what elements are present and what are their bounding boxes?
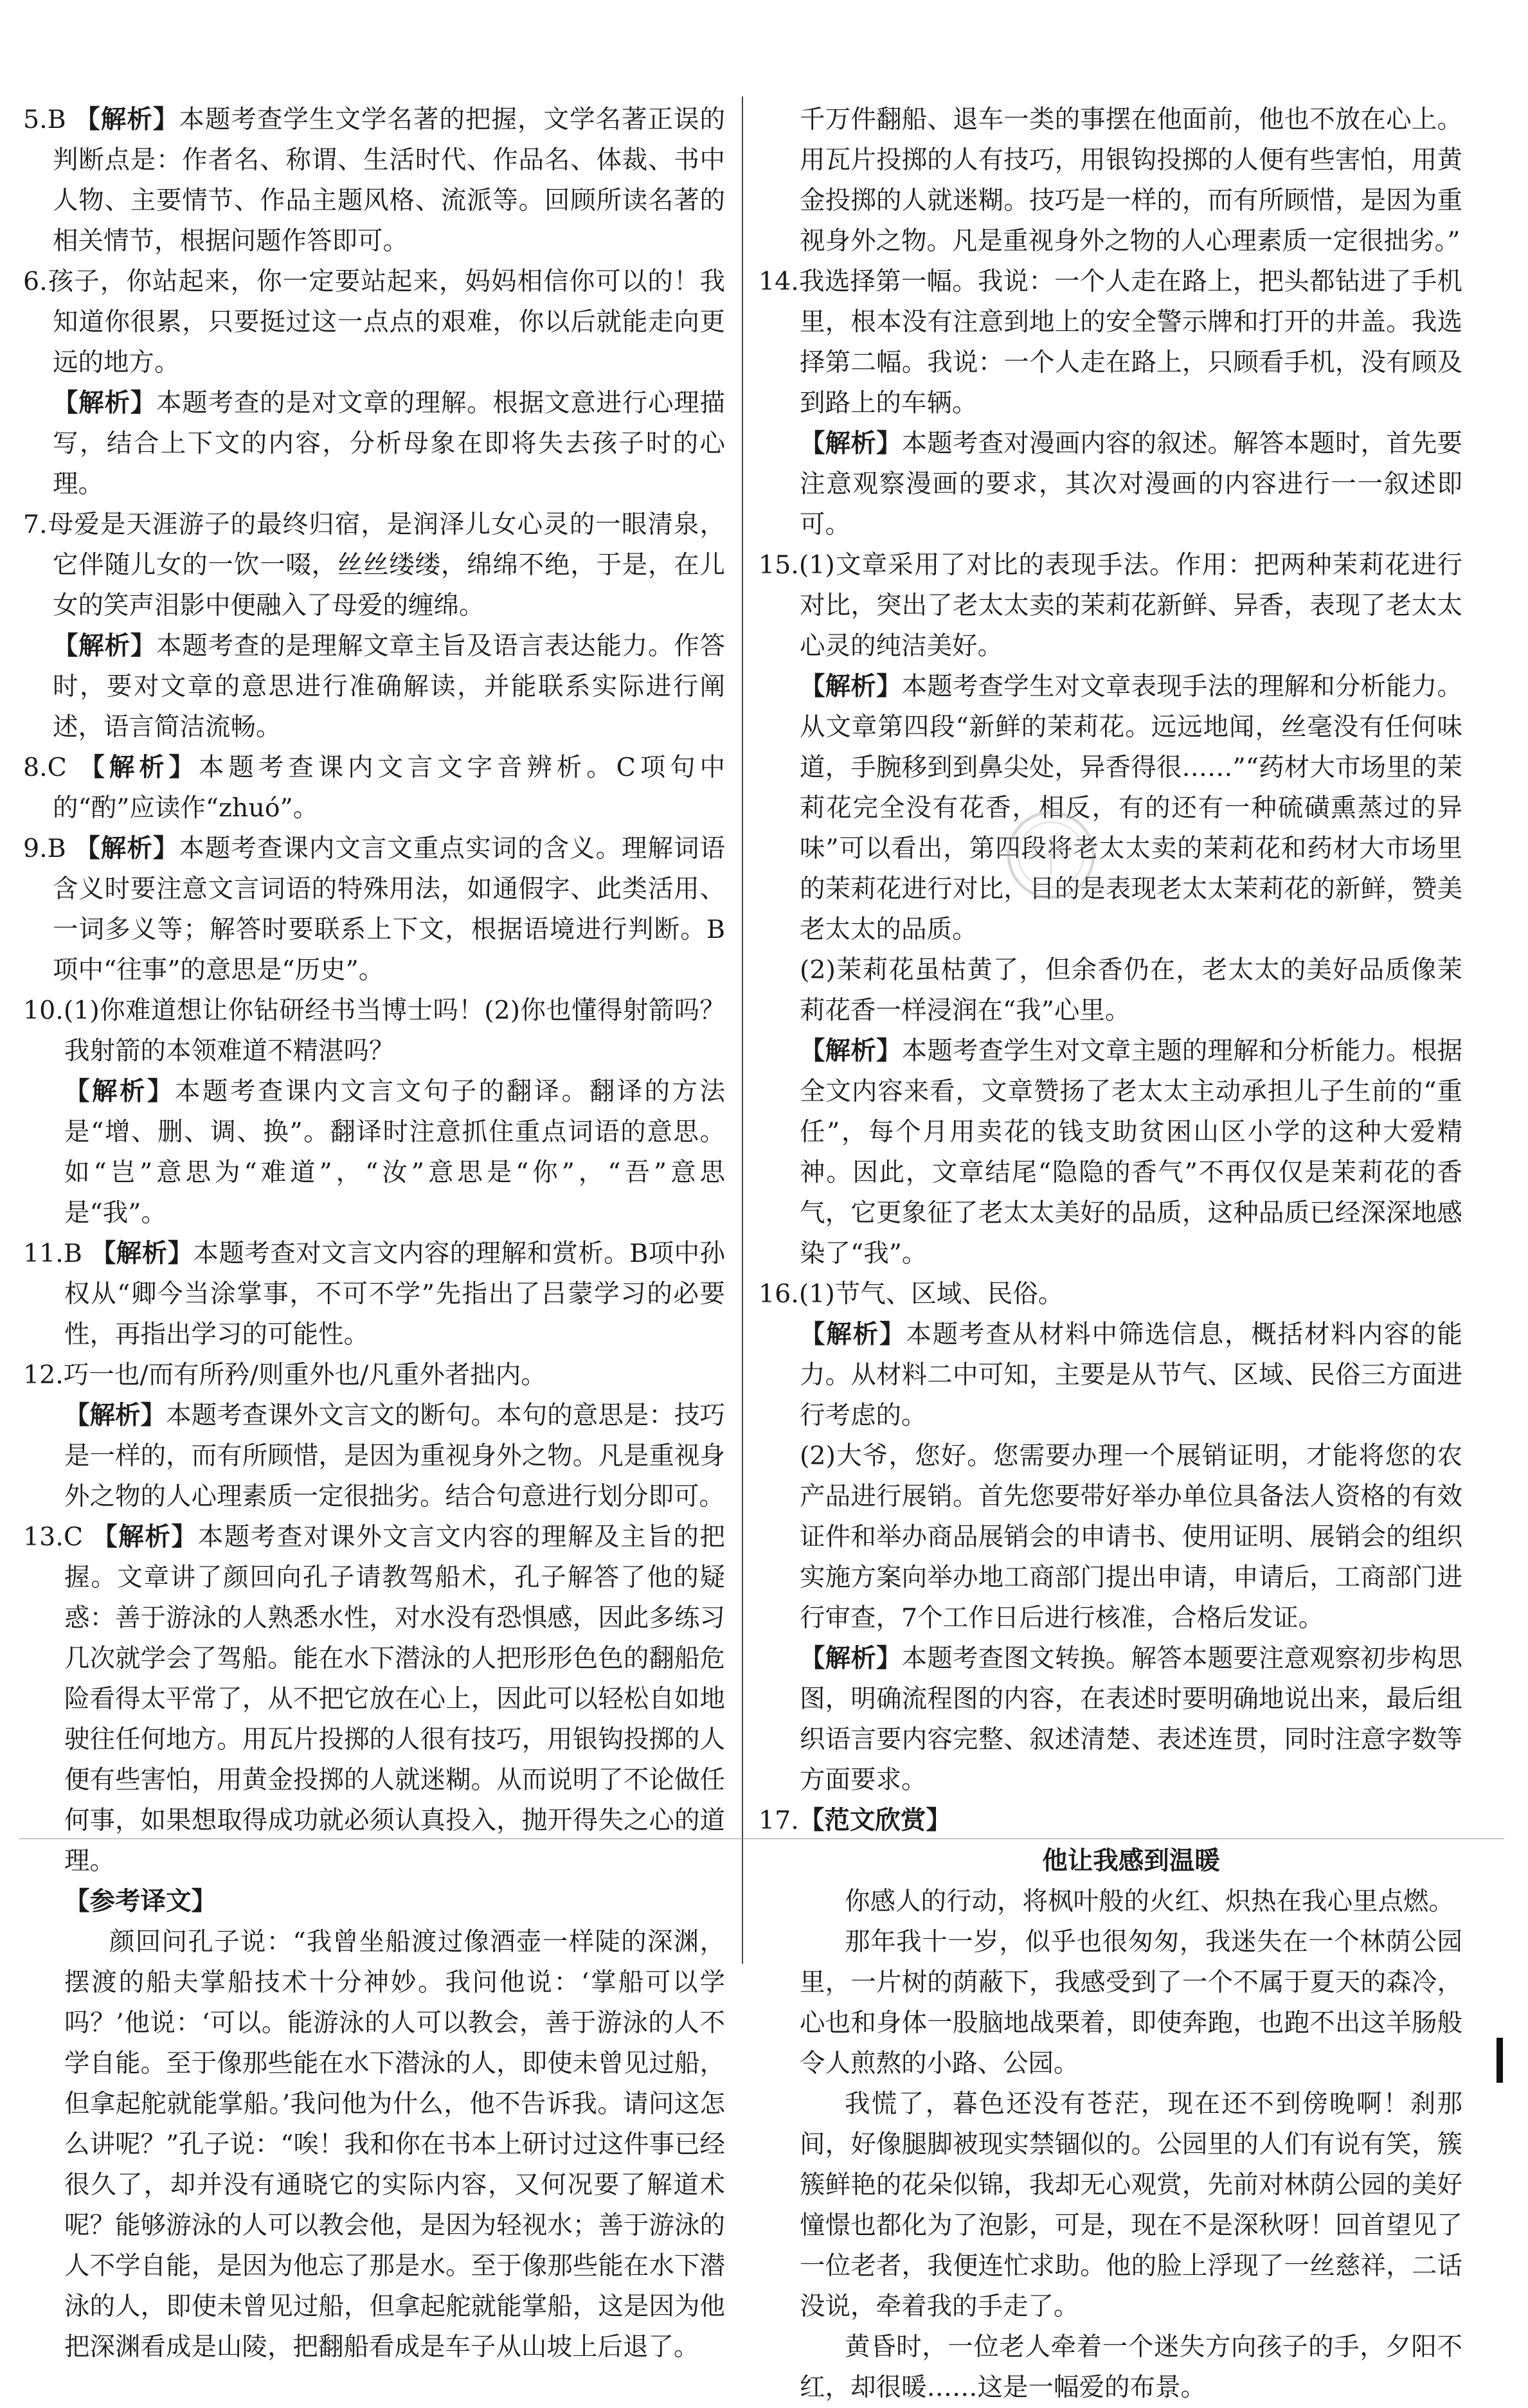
essay-paragraph: 你感人的行动，将枫叶般的火红、炽热在我心里点燃。 — [845, 1887, 1454, 1916]
column-divider — [742, 96, 743, 1964]
translation-q13: 颜回问孔子说：“我曾坐船渡过像酒壶一样陡的深渊，摆渡的船夫掌船技术十分神妙。我问他说：‘掌船可以学吗？’他说：‘可以。能游泳的人可以教会，善于游泳的人不学自能。至于像那些能在水下潜泳的人，即使未曾见过船，但拿起舵就能掌船。’我问他为什么，他不告诉我。请问这怎么讲呢？”孔子说：“唉！我和你在书本上研讨过这件事已经很久了，却并没有通晓它的实际内容，又何况要了解道术呢？能够游泳的人可以教会他，是因为轻视水；善于游泳的人不学自能，是因为他忘了那是水。至于像那些能在水下潜泳的人，即使未曾见过船，但拿起舵就能掌船，这是因为他把深渊看成是山陵，把翻船看成是车子从山坡上后退了。 — [64, 1927, 725, 2362]
answer-q16-1: 16.(1)节气、区域、民俗。 — [759, 1279, 1064, 1309]
edge-mark — [1497, 2038, 1503, 2083]
answer-q6: 6.孩子，你站起来，你一定要站起来，妈妈相信你可以的！我知道你很累，只要挺过这一点点的艰难，你以后就能走向更远的地方。 — [23, 267, 725, 377]
analysis-q16-1: 【解析】本题考查从材料中筛选信息，概括材料内容的能力。从材料二中可知，主要是从节气、区域、民俗三方面进行考虑的。 — [800, 1320, 1462, 1430]
essay-paragraph: 我慌了，暮色还没有苍茫，现在还不到傍晚啊！刹那间，好像腿脚被现实禁锢似的。公园里的人们有说有笑，簇簇鲜艳的花朵似锦，我却无心观赏，先前对林荫公园的美好憧憬也都化为了泡影，可是，现在不是深秋呀！回首望见了一位老者，我便连忙求助。他的脸上浮现了一丝慈祥，二话没说，牵着我的手走了。 — [800, 2089, 1462, 2321]
answer-q16-2: (2)大爷，您好。您需要办理一个展销证明，才能将您的农产品进行展销。首先您要带好举办单位具备法人资格的有效证件和举办商品展销会的申请书、使用证明、展销会的组织实施方案向举办地工商部门提出申请，申请后，工商部门进行审查，7个工作日后进行核准，合格后发证。 — [800, 1441, 1462, 1633]
analysis-q16-2: 【解析】本题考查图文转换。解答本题要注意观察初步构思图，明确流程图的内容，在表述时要明确地说出来，最后组织语言要内容完整、叙述清楚、表述连贯，同时注意字数等方面要求。 — [800, 1644, 1463, 1795]
left-column — [23, 100, 725, 2368]
answer-q14: 14.我选择第一幅。我说：一个人走在路上，把头都钻进了手机里，根本没有注意到地上的安全警示牌和打开的井盖。我选择第二幅。我说：一个人走在路上，只顾看手机，没有顾及到路上的车辆。 — [759, 267, 1462, 418]
analysis-q15-1: 【解析】本题考查学生对文章表现手法的理解和分析能力。从文章第四段“新鲜的茉莉花。远远地闻，丝毫没有任何味道，手腕移到到鼻尖处，异香得很……”“药材大市场里的茉莉花完全没有花香，相反，有的还有一种硫磺熏蒸过的异味”可以看出，第四段将老太太卖的茉莉花和药材大市场里的茉莉花进行对比，目的是表现老太太茉莉花的新鲜，赞美老太太的品质。 — [800, 672, 1463, 944]
answer-q9: 9.B 【解析】本题考查课内文言文重点实词的含义。理解词语含义时要注意文言词语的特殊用法，如通假字、此类活用、一词多义等；解答时要联系上下文，根据语境进行判断。B项中“往事”的意思是“历史”。 — [23, 834, 726, 985]
answer-q11: 11.B 【解析】本题考查对文言文内容的理解和赏析。B项中孙权从“卿今当涂掌事，不可不学”先指出了吕蒙学习的必要性，再指出学习的可能性。 — [23, 1239, 725, 1349]
essay-title: 他让我感到温暖 — [1042, 1846, 1220, 1876]
answer-q13: 13.C 【解析】本题考查对课外文言文内容的理解及主旨的把握。文章讲了颜回向孔子请教驾船术，孔子解答了他的疑惑：善于游泳的人熟悉水性，对水没有恐惧感，因此多练习几次就学会了驾船。能在水下潜泳的人把形形色色的翻船危险看得太平常了，从不把它放在心上，因此可以轻松自如地驶往任何地方。用瓦片投掷的人很有技巧，用银钩投掷的人便有些害怕，用黄金投掷的人就迷糊。从而说明了不论做任何事，如果想取得成功就必须认真投入，抛开得失之心的道理。 — [23, 1522, 726, 1876]
essay-paragraph: 那年我十一岁，似乎也很匆匆，我迷失在一个林荫公园里，一片树的荫蔽下，我感受到了一个不属于夏天的森冷，心也和身体一股脑地战栗着，即使奔跑，也跑不出这羊肠般令人煎熬的小路、公园。 — [800, 1927, 1462, 2078]
essay-paragraph: 黄昏时，一位老人牵着一个迷失方向孩子的手，夕阳不红，却很暖……这是一幅爱的布景。 — [800, 2332, 1462, 2402]
analysis-q7: 【解析】本题考查的是理解文章主旨及语言表达能力。作答时，要对文章的意思进行准确解读，并能联系实际进行阐述，语言简洁流畅。 — [53, 631, 726, 742]
answer-q8: 8.C 【解析】本题考查课内文言文字音辨析。C项句中的“酌”应读作“zhuó”。 — [23, 753, 726, 823]
analysis-q12: 【解析】本题考查课外文言文的断句。本句的意思是：技巧是一样的，而有所顾惜，是因为重视身外之物。凡是重视身外之物的人心理素质一定很拙劣。结合句意进行划分即可。 — [64, 1401, 726, 1511]
answer-q15-2: (2)茉莉花虽枯黄了，但余香仍在，老太太的美好品质像茉莉花香一样浸润在“我”心里。 — [800, 955, 1462, 1025]
analysis-q10: 【解析】本题考查课内文言文句子的翻译。翻译的方法是“增、删、调、换”。翻译时注意抓住重点词语的意思。如“岂”意思为“难道”，“汝”意思是“你”，“吾”意思是“我”。 — [64, 1077, 726, 1228]
analysis-q15-2: 【解析】本题考查学生对文章主题的理解和分析能力。根据全文内容来看，文章赞扬了老太太主动承担儿子生前的“重任”，每个月用卖花的钱支助贫困山区小学的这种大爱精神。因此，文章结尾“隐隐的香气”不再仅仅是茉莉花的香气，它更象征了老太太美好的品质，这种品质已经深深地感染了“我”。 — [800, 1036, 1463, 1268]
translation-q13-continued: 千万件翻船、退车一类的事摆在他面前，他也不放在心上。用瓦片投掷的人有技巧，用银钩投掷的人便有些害怕，用黄金投掷的人就迷糊。技巧是一样的，而有所顾惜，是因为重视身外之物。凡是重视身外之物的人心理素质一定很拙劣。” — [800, 105, 1462, 256]
translation-heading: 【参考译文】 — [64, 1887, 217, 1916]
answer-q5: 5.B 【解析】本题考查学生文学名著的把握，文学名著正误的判断点是：作者名、称谓、生活时代、作品名、体裁、书中人物、主要情节、作品主题风格、流派等。回顾所读名著的相关情节，根据问题作答即可。 — [23, 105, 726, 256]
answer-q7: 7.母爱是天涯游子的最终归宿，是润泽儿女心灵的一眼清泉，它伴随儿女的一饮一啜，丝丝缕缕，绵绵不绝，于是，在儿女的笑声泪影中便融入了母爱的缠绵。 — [23, 510, 725, 620]
analysis-q6: 【解析】本题考查的是对文章的理解。根据文意进行心理描写，结合上下文的内容，分析母象在即将失去孩子时的心理。 — [53, 388, 726, 499]
answer-q17: 17.【范文欣赏】 — [759, 1806, 951, 1835]
right-column — [759, 100, 1462, 2408]
answer-q15-1: 15.(1)文章采用了对比的表现手法。作用：把两种茉莉花进行对比，突出了老太太卖的茉莉花新鲜、异香，表现了老太太心灵的纯洁美好。 — [759, 550, 1462, 661]
answer-q12: 12.巧一也/而有所矜/则重外也/凡重外者拙内。 — [23, 1360, 546, 1390]
watermark-seal-icon — [1003, 807, 1099, 903]
analysis-q14: 【解析】本题考查对漫画内容的叙述。解答本题时，首先要注意观察漫画的要求，其次对漫画的内容进行一一叙述即可。 — [800, 429, 1463, 539]
answer-q10: 10.(1)你难道想让你钻研经书当博士吗！(2)你也懂得射箭吗？我射箭的本领难道不精湛吗？ — [23, 996, 725, 1066]
